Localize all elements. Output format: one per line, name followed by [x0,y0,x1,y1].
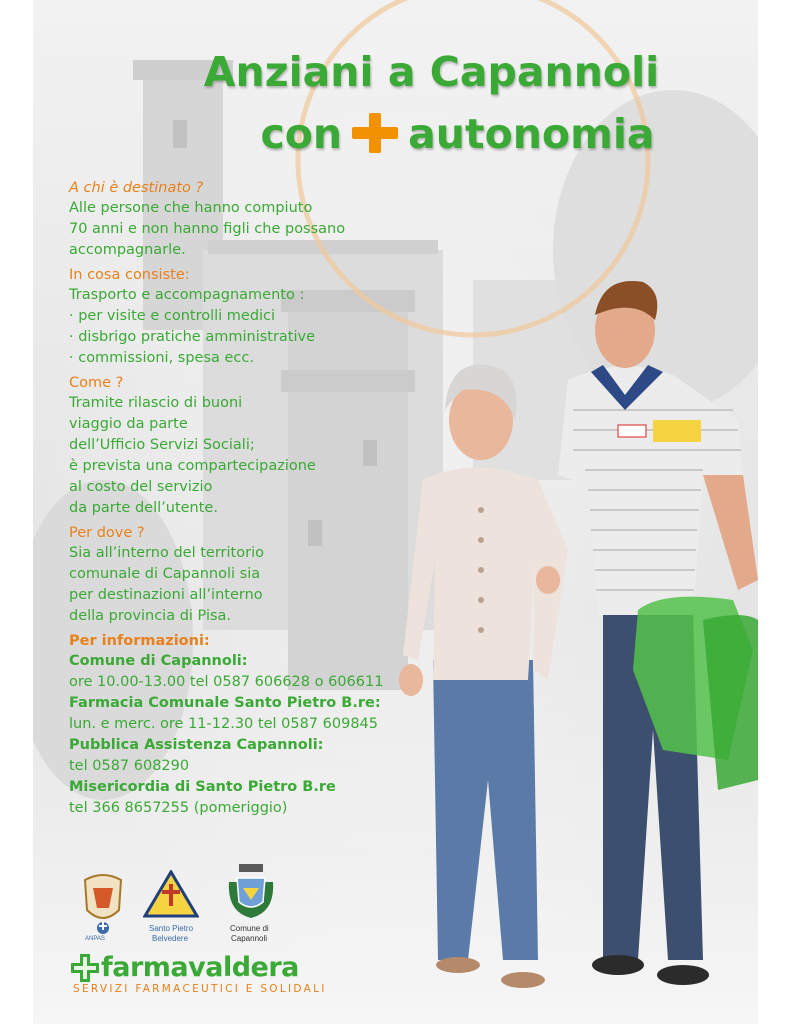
contact-list [69,651,399,819]
section-body-come [69,393,399,519]
body-line: al costo del servizio [69,479,213,495]
body-line: · commissioni, spesa ecc. [69,350,254,366]
body-line: da parte dell’utente. [69,500,218,516]
contact-detail: tel 366 8657255 (pomeriggio) [69,800,288,816]
body-line: 70 anni e non hanno figli che possano [69,221,346,237]
body-line: Tramite rilascio di buoni [69,395,243,411]
body-line: · disbrigo pratiche amministrative [69,329,316,345]
green-cross-icon [71,954,99,982]
section-heading-in-cosa: In cosa consiste: [69,267,190,283]
body-line: accompagnarle. [69,242,186,258]
elderly-woman-and-volunteer-illustration [363,260,758,1000]
section-body-a-chi [69,198,399,261]
comune-coat-of-arms-icon [225,862,277,920]
brand-name: farmavaldera [101,952,299,983]
contact-name: Pubblica Assistenza Capannoli: [69,737,324,753]
info-content [69,178,399,819]
body-line: viaggio da parte [69,416,188,432]
contact-name: Comune di Capannoli: [69,653,248,669]
title-line-2 [95,110,758,158]
body-line: è prevista una compartecipazione [69,458,316,474]
contact-detail: ore 10.00-13.00 tel 0587 606628 o 606611 [69,674,384,690]
partner-logos [79,868,339,948]
body-line: Trasporto e accompagnamento : [69,287,305,303]
body-line: della provincia di Pisa. [69,608,232,624]
contact-detail: tel 0587 608290 [69,758,190,774]
title-con: con [260,110,343,158]
contact-name: Misericordia di Santo Pietro B.re [69,779,336,795]
misericordia-caption-1: Santo Pietro [149,924,194,933]
contact-detail: lun. e merc. ore 11-12.30 tel 0587 609845 [69,716,378,732]
section-body-in-cosa [69,285,399,369]
title-line-1: Anziani a Capannoli [203,48,660,96]
section-heading-come: Come ? [69,375,124,391]
anpas-badge-label: ANPAS [85,936,105,942]
comune-caption-2: Capannoli [231,934,268,943]
body-line: Alle persone che hanno compiuto [69,200,313,216]
misericordia-caption-2: Belvedere [152,934,189,943]
body-line: comunale di Capannoli sia [69,566,261,582]
comune-caption-1: Comune di [230,924,269,933]
pubblica-assistenza-crest-icon [79,868,127,940]
body-line: dell’Ufficio Servizi Sociali; [69,437,255,453]
poster [33,0,758,1024]
body-line: Sia all’interno del territorio [69,545,264,561]
section-body-per-dove [69,543,399,627]
title-autonomia: autonomia [408,110,655,158]
body-line: · per visite e controlli medici [69,308,276,324]
misericordia-logo-icon [143,870,199,920]
section-heading-per-dove: Per dove ? [69,525,145,541]
section-heading-a-chi: A chi è destinato ? [69,180,204,196]
orange-plus-icon [352,113,398,153]
info-heading: Per informazioni: [69,633,210,649]
farmavaldera-brand [71,952,351,1000]
brand-tagline: SERVIZI FARMACEUTICI E SOLIDALI [73,983,327,995]
body-line: per destinazioni all’interno [69,587,263,603]
contact-name: Farmacia Comunale Santo Pietro B.re: [69,695,381,711]
